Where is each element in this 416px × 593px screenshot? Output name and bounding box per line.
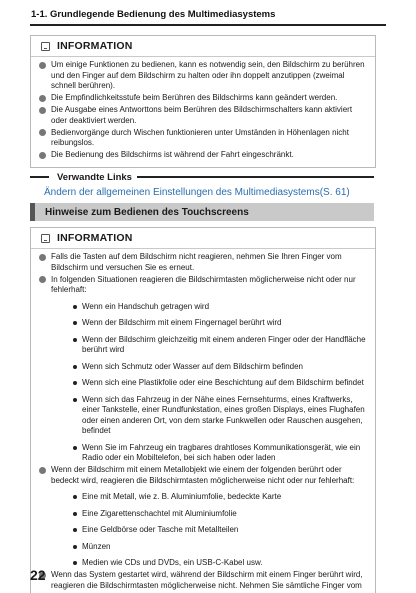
sub-bullet-icon [73,321,77,325]
info-note-icon [41,234,50,243]
sub-list-item: Wenn Sie im Fahrzeug ein tragbares drahtloses Kommunikationsgerät, wie ein Radio oder ein Mobiltelefon, bei sich haben oder laden [51,443,367,464]
sub-bullet-icon [73,512,77,516]
information-box-2 [30,227,376,593]
chapter-header: 1-1. Grundlegende Bedienung des Multimediasystems [31,9,276,20]
list-item: Um einige Funktionen zu bedienen, kann es notwendig sein, den Bildschirm zu berühren und den Finger auf dem Bildschirm zu halten oder ihn doppelt anzutippen (zweimal schnell berühren). [39,60,367,92]
section-header [30,203,374,221]
related-links-heading [30,170,374,184]
sub-bullet-icon [73,381,77,385]
sub-bullet-icon [73,365,77,369]
information-list [31,249,375,591]
sub-list-item: Eine Zigarettenschachtel mit Aluminiumfolie [51,509,367,520]
list-item: Die Empfindlichkeitsstufe beim Berühren des Bildschirms kann geändert werden. [39,93,367,104]
sub-list-item: Wenn sich eine Plastikfolie oder eine Beschichtung auf dem Bildschirm befindet [51,378,367,389]
bullet-icon [39,95,46,102]
information-box-1 [30,35,376,168]
bullet-icon [39,152,46,159]
information-title: INFORMATION [57,40,133,52]
list-item: Die Ausgabe eines Antworttons beim Berühren des Bildschirmschalters kann aktiviert oder deaktiviert werden. [39,105,367,126]
info-note-icon [41,42,50,51]
sub-list-item: Wenn sich das Fahrzeug in der Nähe eines Fernsehturms, eines Kraftwerks, einer Tankstelle, einer Rundfunkstation, eines großen Displays, eines Flughafen oder einen anderen Ort, von dem starke Funkwellen oder Rauschen ausgehen, befindet [51,395,367,437]
sub-list-item: Münzen [51,542,367,553]
information-header [31,228,375,249]
list-item: Wenn das System gestartet wird, während der Bildschirm mit einem Finger berührt wird, reagieren die Bildschirmtasten möglicherweise nicht. Nehmen Sie sämtliche Finger vom [39,570,367,591]
heading-rule [30,176,49,178]
information-list [31,57,375,167]
sub-bullet-icon [73,338,77,342]
bullet-icon [39,107,46,114]
heading-rule [137,176,374,178]
sub-list-item: Wenn ein Handschuh getragen wird [51,302,367,313]
sub-bullet-icon [73,561,77,565]
list-item: In folgenden Situationen reagieren die Bildschirmtasten möglicherweise nicht oder nur fehlerhaft: Wenn ein Handschuh getragen wird Wenn der Bildschirm mit einem Fingernagel berührt wird Wenn der Bildschirm gleichzeitig mit einem anderen Finger oder der Handfläche berührt wird Wenn sich Schmutz oder Wasser auf dem Bildschirm befinden Wenn sich eine Plastikfolie oder eine Beschichtung auf dem Bildschirm befindet Wenn sich das Fahrzeug in der Nähe eines Fernsehturms, eines Kraftwerks, einer Tankstelle, einer Rundfunkstation, eines großen Displays, eines Flughafen oder einen anderen Ort, von dem starke Funkwellen oder Rauschen ausgehen, befindet Wenn Sie im Fahrzeug ein tragbares drahtloses Kommunikationsgerät, wie ein Radio oder ein Mobiltelefon, bei sich haben oder laden [39,275,367,464]
sub-list-item: Medien wie CDs und DVDs, ein USB-C-Kabel usw. [51,558,367,569]
sub-list-item: Eine mit Metall, wie z. B. Aluminiumfolie, bedeckte Karte [51,492,367,503]
sub-bullet-icon [73,495,77,499]
related-links-title: Verwandte Links [57,171,132,183]
related-link-general-settings[interactable]: Ändern der allgemeinen Einstellungen des Multimediasystems(S. 61) [44,187,350,198]
bullet-icon [39,62,46,69]
sub-bullet-icon [73,398,77,402]
bullet-icon [39,467,46,474]
list-item: Falls die Tasten auf dem Bildschirm nicht reagieren, nehmen Sie Ihren Finger vom Bildschirm und versuchen Sie es erneut. [39,252,367,273]
list-item: Wenn der Bildschirm mit einem Metallobjekt wie einem der folgenden berührt oder bedeckt wird, reagieren die Bildschirmtasten möglicherweise nicht oder nur fehlerhaft: Eine mit Metall, wie z. B. Aluminiumfolie, bedeckte Karte Eine Zigarettenschachtel mit Aluminiumfolie Eine Geldbörse oder Tasche mit Metallteilen Münzen Medien wie CDs und DVDs, ein USB-C-Kabel usw. [39,465,367,569]
information-title: INFORMATION [57,232,133,244]
sub-list-item: Eine Geldbörse oder Tasche mit Metallteilen [51,525,367,536]
page-number: 22 [30,567,46,583]
list-item: Bedienvorgänge durch Wischen funktionieren unter Umständen in Höhenlagen nicht reibungslos. [39,128,367,149]
sub-bullet-icon [73,446,77,450]
bullet-icon [39,276,46,283]
sub-bullet-icon [73,528,77,532]
sub-list-item: Wenn der Bildschirm mit einem Fingernagel berührt wird [51,318,367,329]
bullet-icon [39,254,46,261]
bullet-icon [39,129,46,136]
section-accent [30,203,35,221]
section-title: Hinweise zum Bedienen des Touchscreens [45,206,249,218]
sub-bullet-icon [73,545,77,549]
information-header [31,36,375,57]
sub-list-item: Wenn sich Schmutz oder Wasser auf dem Bildschirm befinden [51,362,367,373]
sub-list-item: Wenn der Bildschirm gleichzeitig mit einem anderen Finger oder der Handfläche berührt wird [51,335,367,356]
header-rule [30,24,386,26]
sub-bullet-icon [73,305,77,309]
list-item: Die Bedienung des Bildschirms ist während der Fahrt eingeschränkt. [39,150,367,161]
